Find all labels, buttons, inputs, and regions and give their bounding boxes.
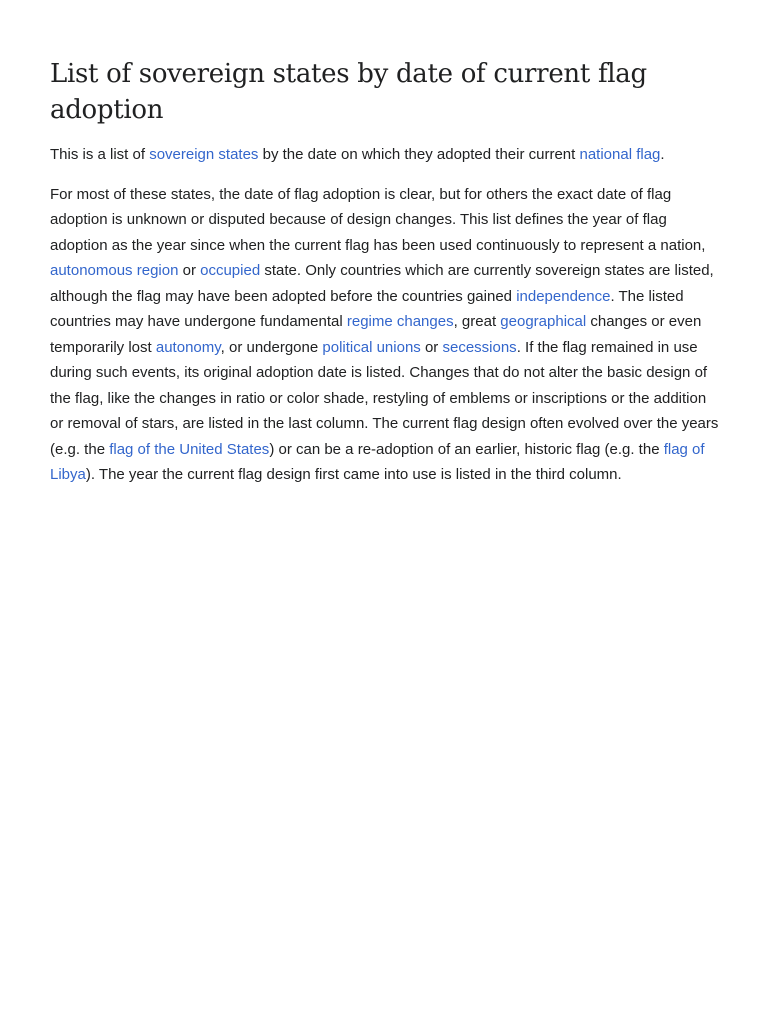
autonomous-region-link[interactable]: autonomous region	[50, 262, 179, 279]
body-text-8: or	[420, 338, 443, 356]
flag-of-libya-link[interactable]: flag of Libya	[50, 440, 705, 483]
flag-of-the-united-states-link[interactable]: flag of the United States	[109, 440, 270, 458]
national-flag-link[interactable]: national flag	[579, 146, 661, 163]
autonomy-link[interactable]: autonomy	[155, 338, 221, 356]
page-title: List of sovereign states by date of current flag adoption	[50, 59, 647, 125]
intro-text-3: .	[660, 146, 665, 163]
intro-text-1: This is a list of	[50, 146, 150, 163]
body-text-7: , or undergone	[220, 338, 323, 356]
sovereign-states-link[interactable]: sovereign states	[149, 146, 259, 163]
regime-changes-link[interactable]: regime changes	[346, 313, 454, 330]
body-text-9: . If the flag remained in use during such events, its original adoption date is listed. Changes that do not alter the basic design of the flag, like the changes in ratio or color shade, restyling of emblems or inscriptions or the addition or removal of stars, are listed in the last column. The current flag design often evolved over the years (e.g. the	[50, 338, 719, 458]
body-text-5: , great	[453, 313, 501, 330]
intro-text-2: by the date on which they adopted their current	[258, 146, 580, 163]
body-text-4: . The listed countries may have undergone fundamental	[50, 287, 684, 330]
independence-link[interactable]: independence	[516, 287, 611, 305]
geographical-link[interactable]: geographical	[500, 313, 587, 330]
body-text-2: or	[178, 262, 201, 279]
body-text-10: ) or can be a re-adoption of an earlier, historic flag (e.g. the	[269, 440, 664, 458]
secessions-link[interactable]: secessions	[442, 338, 517, 356]
political-unions-link[interactable]: political unions	[322, 338, 421, 356]
body-text-11: ). The year the current flag design first came into use is listed in the third column.	[85, 466, 622, 483]
body-text-3: state. Only countries which are currently sovereign states are listed, although the flag may have been adopted before the countries gained	[50, 262, 714, 305]
intro-paragraph	[50, 142, 722, 168]
article-content	[50, 56, 722, 502]
body-text-6: changes or even temporarily lost	[50, 313, 702, 356]
occupied-link[interactable]: occupied	[200, 262, 261, 279]
body-text-1: For most of these states, the date of flag adoption is clear, but for others the exact date of flag adoption is unknown or disputed because of design changes. This list defines the year of flag adoption as the year since when the current flag has been used continuously to represent a nation,	[50, 185, 706, 254]
body-paragraph	[50, 182, 722, 488]
